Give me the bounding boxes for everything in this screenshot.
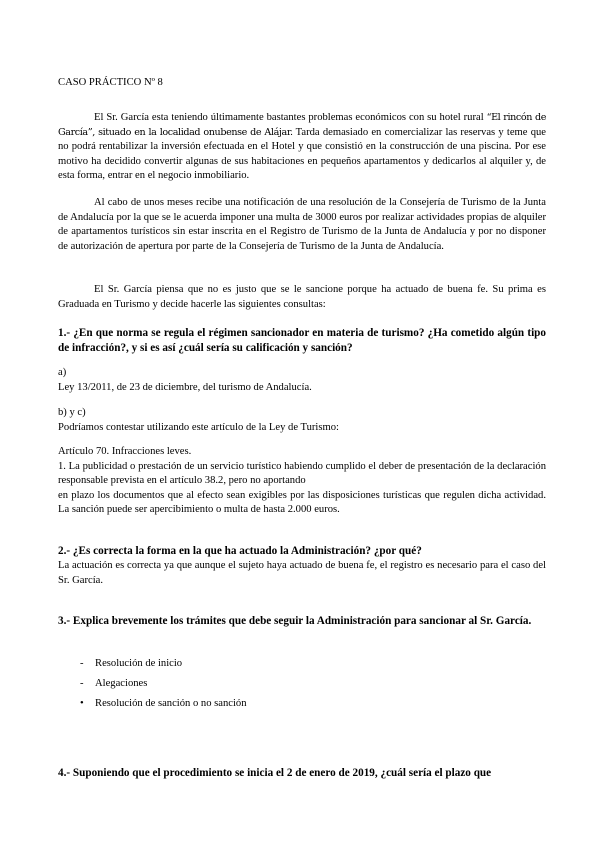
article-70 <box>58 445 546 518</box>
answer-1bc-label: b) y c) <box>58 407 86 418</box>
list-dash-bullet: - <box>80 658 84 669</box>
question-2: 2.- ¿Es correcta la forma en la que ha actuado la Administración? ¿por qué? <box>58 545 422 557</box>
answer-1a-label: a) <box>58 367 67 378</box>
list-item <box>80 697 460 712</box>
list-dot-bullet: • <box>80 698 84 709</box>
intro-paragraph-1 <box>58 111 546 184</box>
intro-paragraph-1-continuation: Tarda demasiado en comercializar las reservas y teme que no podrá rentabilizar la inversión efectuada en el Hotel y que consistió en la construcción de una piscina. Por ese motivo ha decidido convertir algunas de sus habitaciones en pequeños apartamentos y dedicarlos al alquiler y, de esta forma, entrar en el negocio inmobiliario. <box>58 126 546 181</box>
answer-1bc-intro: Podríamos contestar utilizando este artículo de la Ley de Turismo: <box>58 421 339 433</box>
answer-1a-text: Ley 13/2011, de 23 de diciembre, del turismo de Andalucía. <box>58 381 312 393</box>
hotel-name-quote: “El rincón de García”, situado en la localidad onubense de Alájar. <box>58 112 546 138</box>
question-4: 4.- Suponiendo que el procedimiento se inicia el 2 de enero de 2019, ¿cuál sería el plazo que <box>58 767 492 779</box>
list-item <box>80 657 460 672</box>
intro-paragraph-3: El Sr. García piensa que no es justo que se le sancione porque ha actuado de buena fe. Su prima es Graduada en Turismo y decide hacerle las siguientes consultas: <box>58 284 546 310</box>
document-title: CASO PRÁCTICO Nº 8 <box>58 77 163 88</box>
article-70-paragraph-1: 1. La publicidad o prestación de un servicio turístico habiendo cumplido el deber de presentación de la declaración responsable prevista en el artículo 38.2, pero no aportando <box>58 460 546 486</box>
question-1: 1.- ¿En que norma se regula el régimen sancionador en materia de turismo? ¿Ha cometido algún tipo de infracción?, y si es así ¿cuál sería su calificación y sanción? <box>58 327 546 354</box>
intro-paragraph-2: Al cabo de unos meses recibe una notificación de una resolución de la Consejería de Turismo de la Junta de Andalucía por la que se le acuerda imponer una multa de 3000 euros por realizar actividades propias de alquiler de apartamentos turísticos sin estar inscrita en el Registro de Turismo de la Junta de Andalucía y por no disponer de autorización de apertura por parte de la Consejería de Turismo de la Junta de Andalucía. <box>58 197 546 252</box>
list-dash-bullet: - <box>80 678 84 689</box>
list-item-text: Resolución de inicio <box>95 658 183 669</box>
question-3: 3.- Explica brevemente los trámites que debe seguir la Administración para sancionar al Sr. García. <box>58 615 532 627</box>
list-item-text: Resolución de sanción o no sanción <box>95 698 247 709</box>
answer-1bc <box>58 406 546 435</box>
article-70-title: Artículo 70. Infracciones leves. <box>58 446 192 457</box>
list-item-text: Alegaciones <box>95 678 148 689</box>
answer-2: La actuación es correcta ya que aunque el sujeto haya actuado de buena fe, el registro es necesario para el caso del Sr. García. <box>58 560 546 586</box>
answer-1a <box>58 366 546 395</box>
list-item <box>80 677 460 692</box>
intro-paragraph-1-text: El Sr. García esta teniendo últimamente bastantes problemas económicos con su hotel rural <box>94 112 487 123</box>
article-70-paragraph-2: en plazo los documentos que al efecto sean exigibles por las disposiciones turísticas que regulen dicha actividad. La sanción puede ser apercibimiento o multa de hasta 2.000 euros. <box>58 489 546 515</box>
